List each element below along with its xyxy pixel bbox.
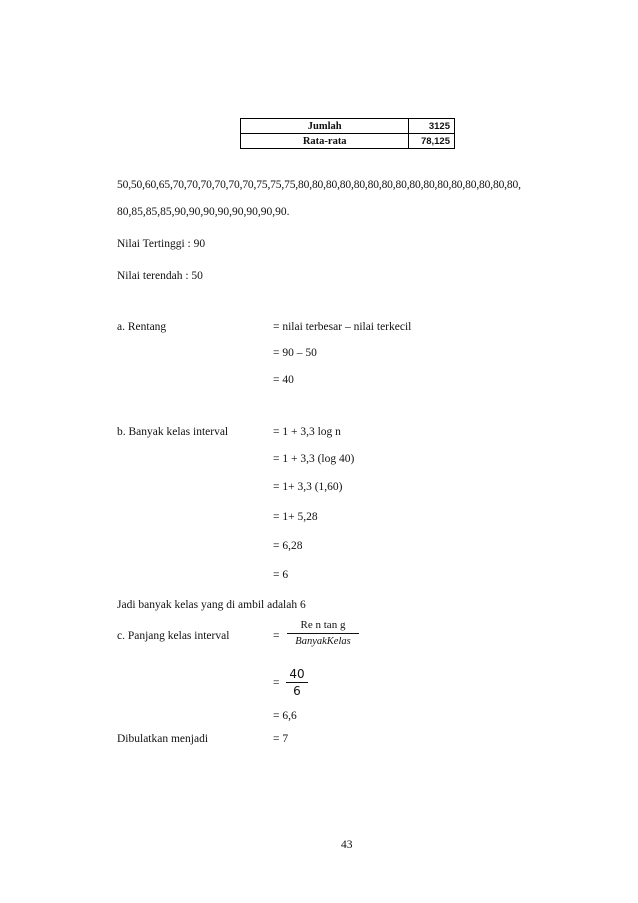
banyak-kelas-step: = 1+ 3,3 (1,60) [273, 481, 343, 493]
data-line-2: 80,85,85,85,90,90,90,90,90,90,90,90. [117, 206, 290, 218]
jumlah-label: Jumlah [241, 119, 409, 134]
rentang-step: = 40 [273, 374, 294, 386]
jadi-statement: Jadi banyak kelas yang di ambil adalah 6 [117, 599, 306, 611]
equals-sign: = [273, 677, 280, 689]
page-number: 43 [341, 839, 353, 851]
table-row [241, 119, 455, 134]
banyak-kelas-step: = 1 + 3,3 (log 40) [273, 453, 355, 465]
data-line-1: 50,50,60,65,70,70,70,70,70,70,75,75,75,80,80,80,80,80,80,80,80,80,80,80,80,80,80,80,80, [117, 179, 521, 191]
rentang-per-kelas-fraction [287, 619, 359, 647]
forty-over-six-fraction [286, 667, 308, 698]
equals-sign: = [273, 630, 280, 642]
panjang-kelas-result: = 6,6 [273, 710, 297, 722]
dibulatkan-value: = 7 [273, 733, 289, 745]
fraction-denominator: 6 [293, 684, 301, 698]
banyak-kelas-step: = 1+ 5,28 [273, 511, 318, 523]
fraction-numerator: 40 [289, 667, 305, 681]
summary-table [240, 118, 455, 149]
rentang-step: = 90 – 50 [273, 347, 317, 359]
banyak-kelas-step: = 6,28 [273, 540, 303, 552]
banyak-kelas-step: = 1 + 3,3 log n [273, 426, 341, 438]
lowest-value: Nilai terendah : 50 [117, 270, 203, 282]
fraction-numerator: Re n tan g [300, 619, 346, 631]
rata-rata-label: Rata-rata [241, 134, 409, 149]
rata-rata-value: 78,125 [409, 134, 455, 149]
jumlah-value: 3125 [409, 119, 455, 134]
panjang-kelas-label: c. Panjang kelas interval [117, 630, 230, 642]
highest-value: Nilai Tertinggi : 90 [117, 238, 206, 250]
rentang-label: a. Rentang [117, 321, 167, 333]
table-row [241, 134, 455, 149]
dibulatkan-label: Dibulatkan menjadi [117, 733, 209, 745]
banyak-kelas-step: = 6 [273, 569, 289, 581]
banyak-kelas-label: b. Banyak kelas interval [117, 426, 229, 438]
rentang-step: = nilai terbesar – nilai terkecil [273, 321, 412, 333]
fraction-denominator: BanyakKelas [295, 636, 351, 647]
